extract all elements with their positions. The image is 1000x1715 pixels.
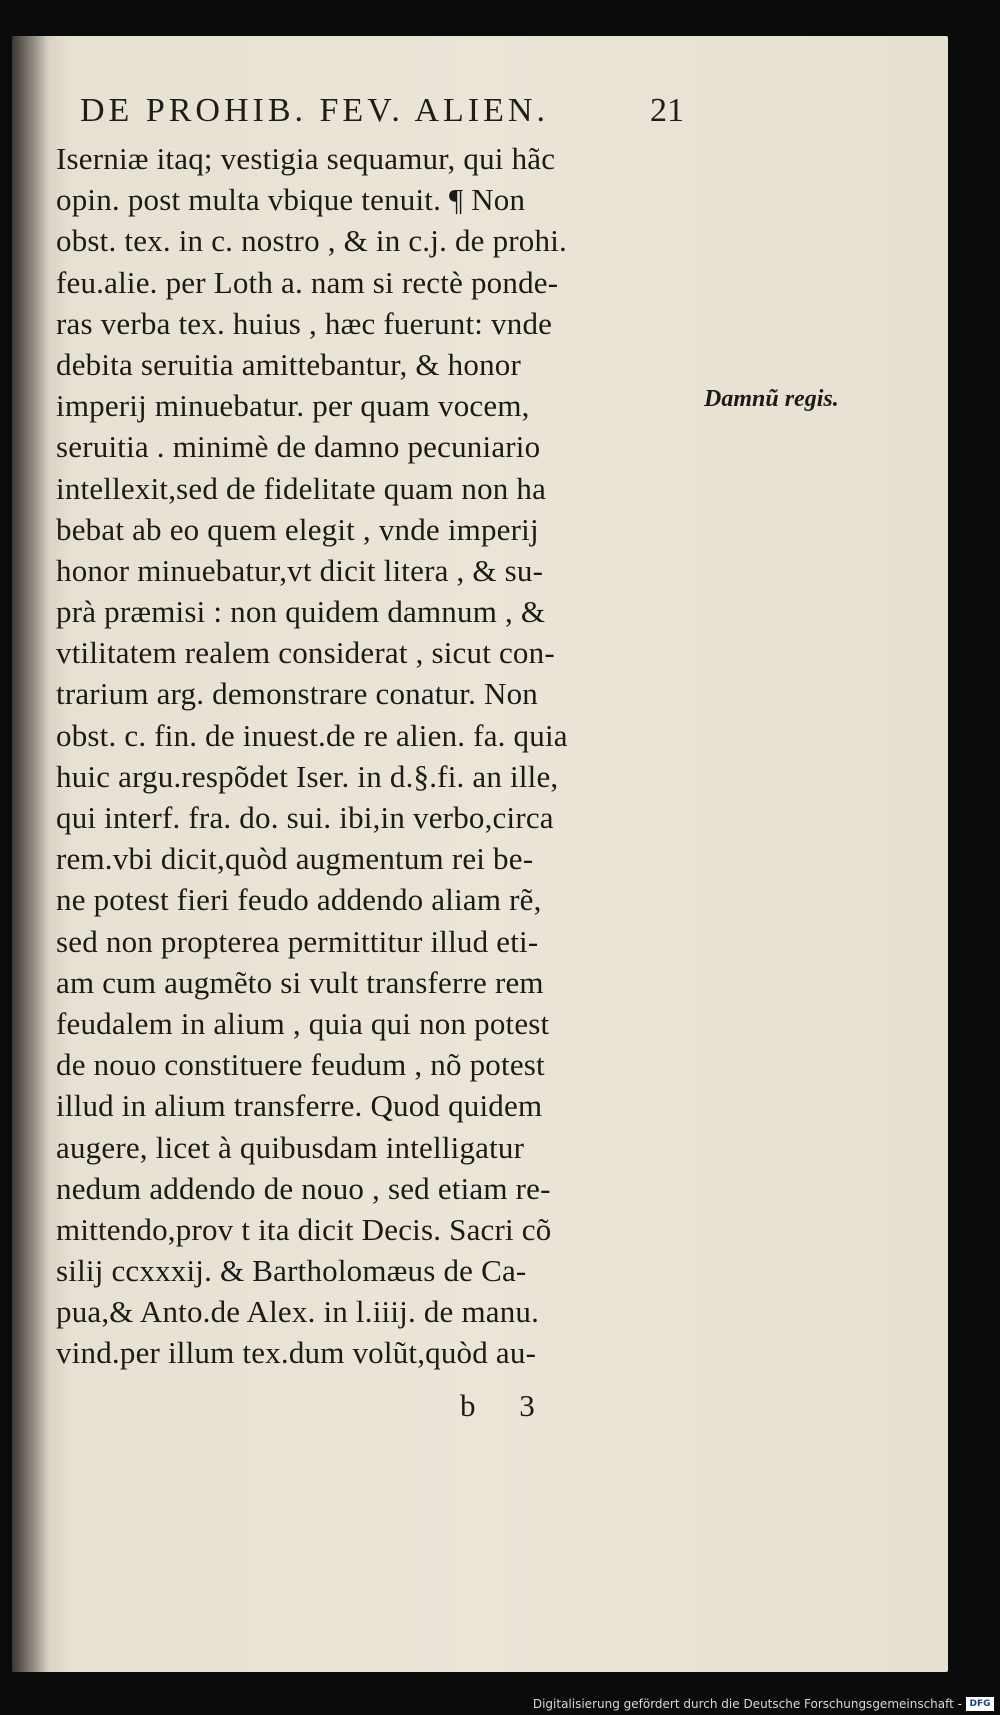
gutter-shadow [12,36,50,1672]
text-line: Iserniæ itaq; vestigia sequamur, qui hãc [56,141,556,176]
text-line: rem.vbi dicit,quòd augmentum rei be- [56,841,534,877]
text-line: am cum augmẽto si vult transferre rem [56,964,544,1000]
text-line: vtilitatem realem considerat , sicut con- [56,635,555,671]
signature-mark: b 3 [460,1388,553,1423]
text-line: nedum addendo de nouo , sed etiam re- [56,1170,551,1206]
text-line: feu.alie. per Loth a. nam si rectè ponde- [56,264,559,300]
text-line: obst. tex. in c. nostro , & in c.j. de prohi. [56,223,567,259]
funding-credit: Digitalisierung gefördert durch die Deutsche Forschungsgemeinschaft - [532,1697,962,1711]
running-head-title: DE PROHIB. FEV. ALIEN. [80,92,549,129]
footer-bar [0,1691,1000,1715]
text-line: augere, licet à quibusdam intelligatur [56,1129,525,1165]
text-line: mittendo,prov t ita dicit Decis. Sacri cõ [56,1211,552,1247]
folio-number: 21 [650,92,684,129]
running-head [80,92,684,140]
text-line: opin. post multa vbique tenuit. ¶ Non [56,182,526,218]
marginal-note: Damnũ regis. [704,386,839,412]
text-line: debita seruitia amittebantur, & honor [56,346,521,382]
text-line: ne potest fieri feudo addendo aliam rẽ, [56,882,542,918]
text-line: prà præmisi : non quidem damnum , & [56,594,546,630]
book-page [12,36,948,1672]
text-line: vind.per illum tex.dum volũt,quòd au- [56,1335,537,1371]
dfg-logo-icon: DFG [966,1697,994,1711]
text-line: honor minuebatur,vt dicit litera , & su- [56,552,544,588]
text-line: feudalem in alium , quia qui non potest [56,1005,550,1041]
text-line: trarium arg. demonstrare conatur. Non [56,676,539,712]
text-line: ras verba tex. huius , hæc fuerunt: vnde [56,305,553,341]
text-line: silij ccxxxij. & Bartholomæus de Ca- [56,1253,527,1289]
text-line: qui interf. fra. do. sui. ibi,in verbo,circa [56,800,554,835]
text-line: pua,& Anto.de Alex. in l.iiij. de manu. [56,1294,540,1330]
text-line: sed non propterea permittitur illud eti- [56,923,539,959]
text-line: imperij minuebatur. per quam vocem, [56,388,530,424]
text-line: illud in alium transferre. Quod quidem [56,1088,543,1124]
text-line: huic argu.respõdet Iser. in d.§.fi. an ille, [56,758,559,794]
text-line: obst. c. fin. de inuest.de re alien. fa. quia [56,717,568,753]
text-line: seruitia . minimè de damno pecuniario [56,429,541,465]
text-line: intellexit,sed de fidelitate quam non ha [56,470,547,506]
body-text [56,138,696,1374]
text-line: de nouo constituere feudum , nõ potest [56,1047,545,1083]
text-line: bebat ab eo quem elegit , vnde imperij [56,511,539,547]
